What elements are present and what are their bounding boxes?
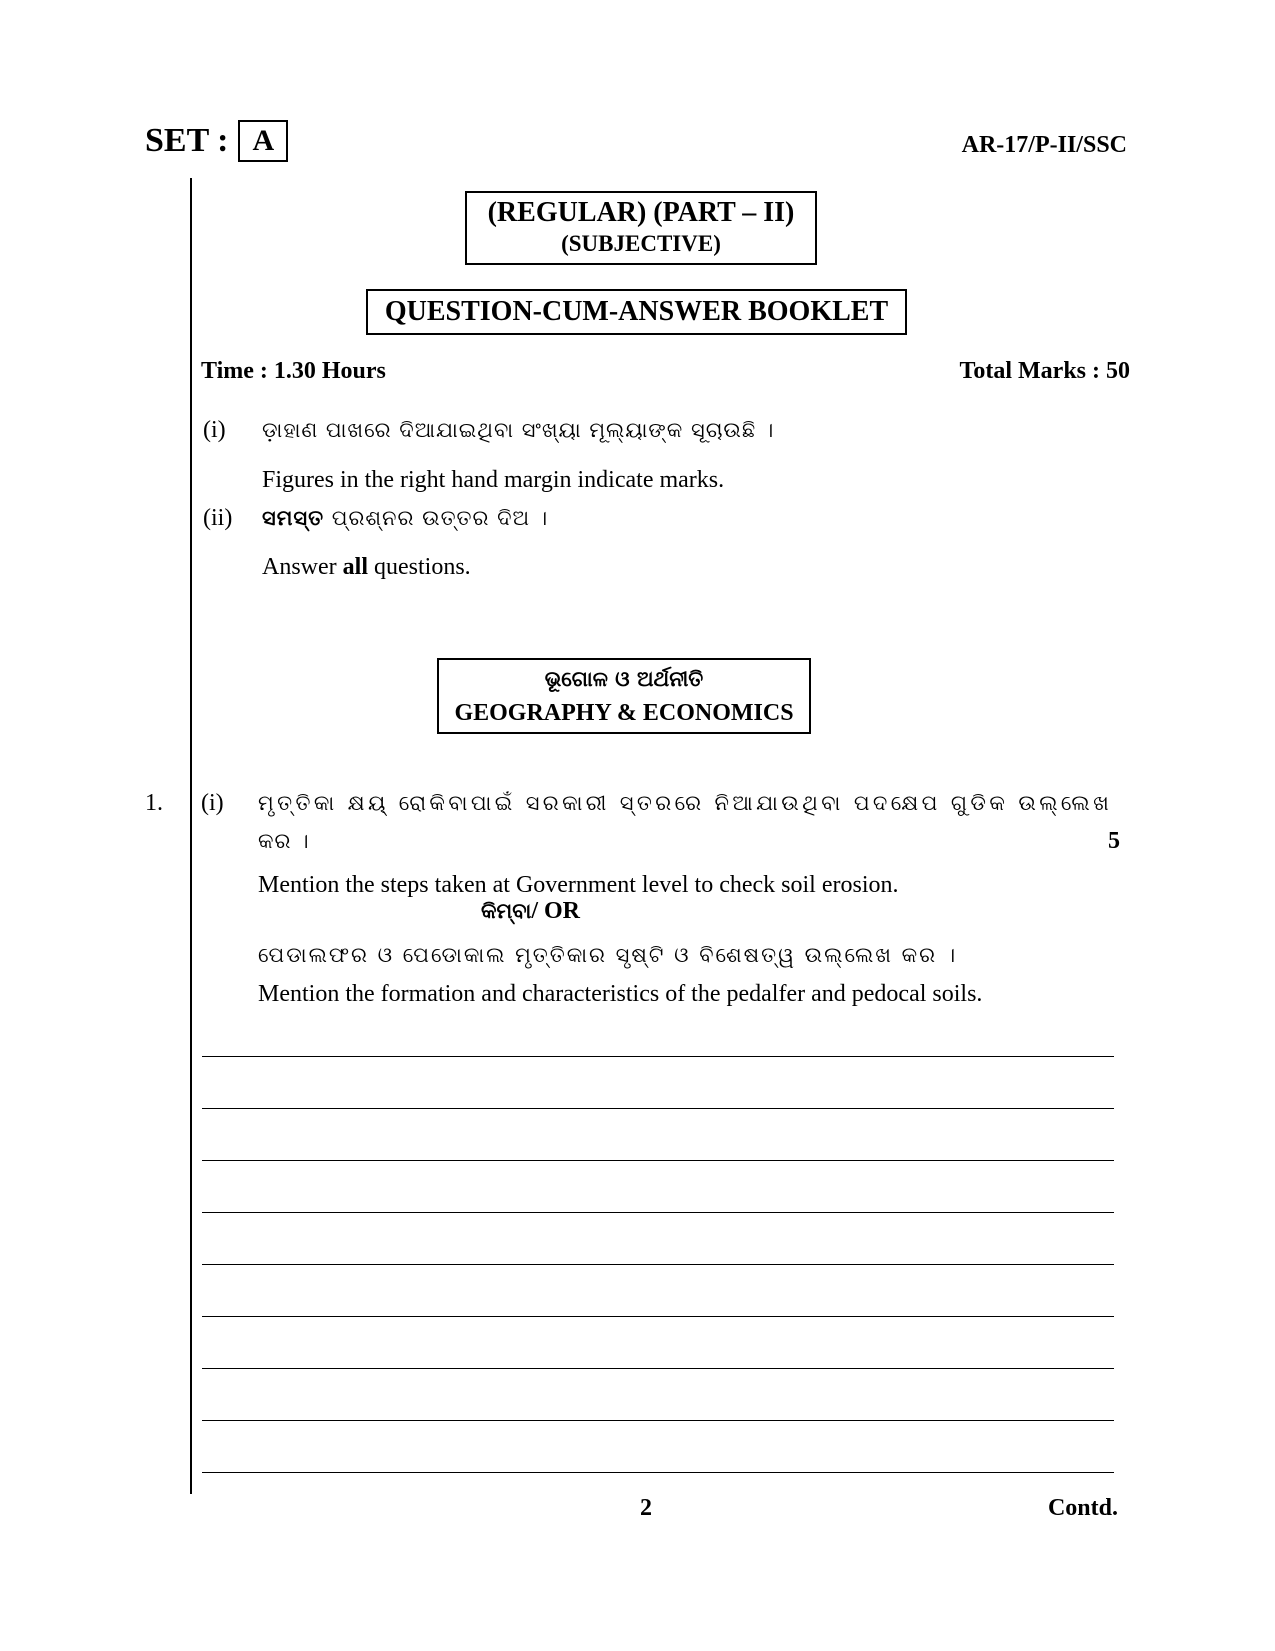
continued-label: Contd. bbox=[1047, 1495, 1118, 1521]
instruction-2-odia-bold: ସମସ୍ତ bbox=[262, 506, 325, 530]
paper-code: AR-17/P-II/SSC bbox=[961, 132, 1127, 158]
page-number: 2 bbox=[640, 1495, 652, 1521]
or-odia: କିମ୍ବା bbox=[481, 899, 532, 923]
set-value-box: A bbox=[238, 120, 288, 162]
answer-line[interactable] bbox=[202, 1420, 1114, 1421]
answer-line[interactable] bbox=[202, 1264, 1114, 1265]
exam-type-line2: (SUBJECTIVE) bbox=[561, 231, 721, 256]
subject-odia: ଭୂଗୋଳ ଓ ଅର୍ଥନୀତି bbox=[544, 667, 704, 691]
question-sub-number: (i) bbox=[201, 790, 224, 816]
instruction-2-odia-rest: ପ୍ରଶ୍ନର ଉତ୍ତର ଦିଅ । bbox=[331, 506, 549, 530]
or-separator bbox=[481, 898, 580, 925]
instruction-2-english bbox=[262, 554, 471, 581]
instruction-2-english-post: questions. bbox=[374, 554, 471, 580]
instruction-2-english-pre: Answer bbox=[262, 554, 337, 580]
answer-line[interactable] bbox=[202, 1316, 1114, 1317]
instruction-2-odia bbox=[262, 506, 548, 531]
instruction-1-number: (i) bbox=[203, 417, 226, 443]
answer-line[interactable] bbox=[202, 1368, 1114, 1369]
alternative-english: Mention the formation and characteristics of the pedalfer and pedocal soils. bbox=[258, 981, 983, 1007]
question-marks: 5 bbox=[1108, 828, 1120, 854]
alternative-odia: ପେଡାଲଫର ଓ ପେଡୋକାଲ ମୃତ୍ତିକାର ସୃଷ୍ଟି ଓ ବିଶେଷତ୍ୱ ଉଲ୍ଲେଖ କର । bbox=[258, 943, 958, 967]
instruction-1-english: Figures in the right hand margin indicate marks. bbox=[262, 467, 725, 493]
question-odia-line1: ମୃତ୍ତିକା କ୍ଷୟ୍ ରୋକିବାପାଇଁ ସରକାରୀ ସ୍ତରରେ ନିଆଯାଉଥିବା ପଦକ୍ଷେପ ଗୁଡିକ ଉଲ୍ଲେଖ bbox=[258, 791, 1113, 815]
question-odia-line2: କର । bbox=[258, 829, 310, 853]
answer-line[interactable] bbox=[202, 1472, 1114, 1473]
exam-type-line1: (REGULAR) (PART – II) bbox=[487, 197, 795, 228]
instruction-2-number: (ii) bbox=[203, 505, 233, 531]
time-allowed: Time : 1.30 Hours bbox=[201, 358, 386, 384]
answer-line[interactable] bbox=[202, 1056, 1114, 1057]
answer-line[interactable] bbox=[202, 1160, 1114, 1161]
subject-english: GEOGRAPHY & ECONOMICS bbox=[454, 700, 794, 726]
booklet-title: QUESTION-CUM-ANSWER BOOKLET bbox=[366, 289, 907, 335]
set-label: SET : bbox=[145, 122, 229, 159]
question-number: 1. bbox=[145, 790, 163, 816]
instruction-2-english-bold: all bbox=[342, 554, 368, 580]
instruction-1-odia: ଡ଼ାହାଣ ପାଖରେ ଦିଆଯାଇଥିବା ସଂଖ୍ୟା ମୂଲ୍ୟାଙ୍କ ସୂଚାଉଛି । bbox=[262, 418, 775, 442]
question-english: Mention the steps taken at Government level to check soil erosion. bbox=[258, 872, 899, 898]
total-marks: Total Marks : 50 bbox=[959, 358, 1130, 384]
subject-box bbox=[437, 658, 811, 734]
exam-type-box bbox=[465, 191, 817, 265]
set-indicator bbox=[145, 120, 288, 162]
answer-line[interactable] bbox=[202, 1108, 1114, 1109]
or-english: / OR bbox=[531, 898, 581, 924]
answer-line[interactable] bbox=[202, 1212, 1114, 1213]
margin-rule bbox=[190, 178, 192, 1494]
